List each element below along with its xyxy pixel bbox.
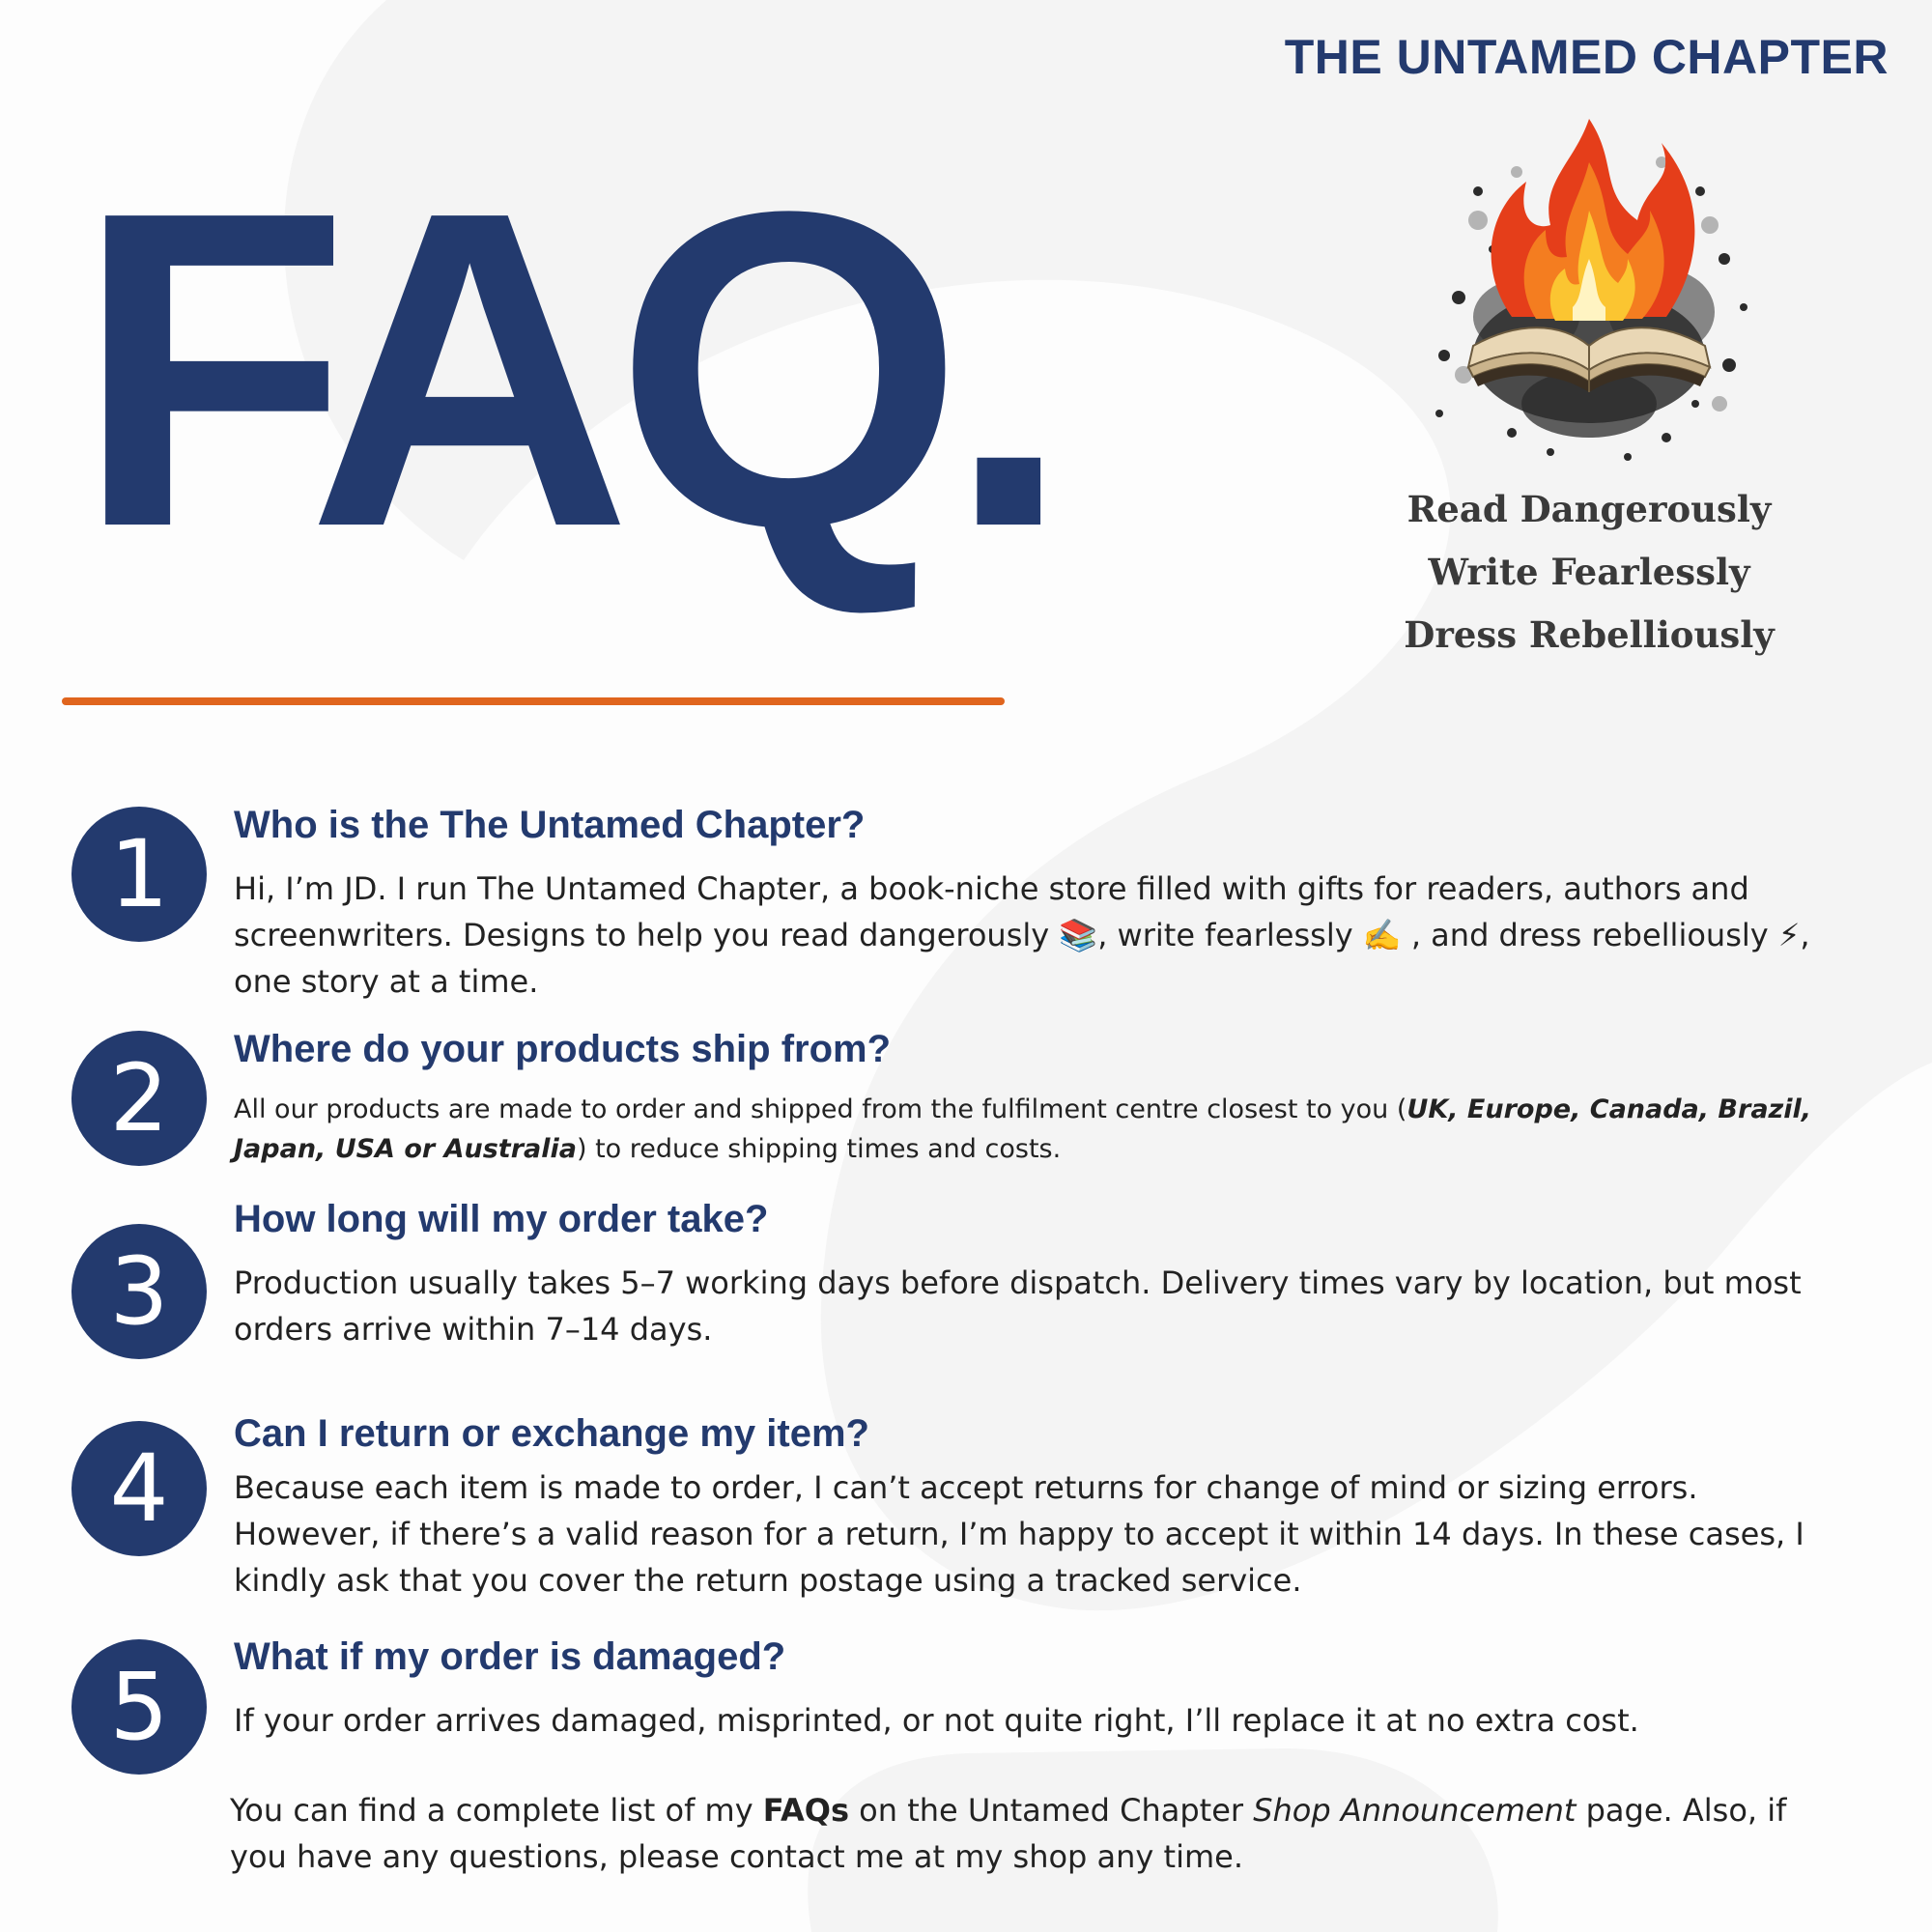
tagline-line-1: Read Dangerously (1406, 488, 1772, 530)
shipping-regions: UK, Europe, Canada, Brazil, Japan, USA or Australia (234, 1094, 1812, 1164)
answer-text: , one story at a time. (234, 917, 1810, 1000)
answer-text: Hi, I’m JD. I run The Untamed Chapter, a book-niche store filled with gifts for readers, authors and screenwriters. Designs to help you read dangerously (234, 870, 1749, 953)
faq-number-badge: 5 (71, 1639, 207, 1775)
footer-text: on the Untamed Chapter (849, 1792, 1254, 1829)
answer-text: , and dress rebelliously (1401, 917, 1778, 953)
faq-number-badge: 3 (71, 1224, 207, 1359)
faq-number-badge: 2 (71, 1031, 207, 1166)
title-divider (62, 697, 1005, 705)
page-title: FAQ. (75, 118, 1055, 620)
faq-number-badge: 4 (71, 1421, 207, 1556)
faq-question: What if my order is damaged? (234, 1635, 786, 1678)
footer-note (230, 1787, 1814, 1880)
faq-question: Where do your products ship from? (234, 1028, 892, 1070)
flaming-book-icon (1420, 114, 1758, 476)
faq-question: Can I return or exchange my item? (234, 1412, 869, 1455)
books-icon: 📚 (1059, 917, 1098, 953)
faqs-emphasis: FAQs (762, 1792, 849, 1829)
tagline-line-3: Dress Rebelliously (1404, 613, 1775, 656)
shop-announcement-emphasis: Shop Announcement (1253, 1792, 1577, 1829)
footer-text: You can find a complete list of my (230, 1792, 763, 1829)
faq-number-badge: 1 (71, 807, 207, 942)
faq-answer: Production usually takes 5–7 working days before dispatch. Delivery times vary by location, but most orders arrive within 7–14 days. (234, 1264, 1802, 1348)
faq-answer: If your order arrives damaged, misprinted, or not quite right, I’ll replace it at no extra cost. (234, 1702, 1639, 1739)
brand-name: THE UNTAMED CHAPTER (1284, 30, 1889, 84)
lightning-icon: ⚡ (1777, 917, 1801, 953)
writing-hand-icon: ✍️ (1362, 917, 1402, 953)
faq-answer: Because each item is made to order, I can’t accept returns for change of mind or sizing errors. However, if there’s a valid reason for a return, I’m happy to accept it within 14 days. In these cases, I kindly ask that you cover the return postage using a tracked service. (234, 1469, 1804, 1599)
answer-text: All our products are made to order and shipped from the fulfilment centre closest to you ( (234, 1094, 1407, 1124)
footer-text: page. Also, if you have any questions, please contact me at my shop any time. (230, 1792, 1787, 1875)
tagline-line-2: Write Fearlessly (1428, 551, 1750, 593)
faq-question: Who is the The Untamed Chapter? (234, 804, 866, 846)
faq-answer (234, 1090, 1818, 1169)
answer-text: ) to reduce shipping times and costs. (576, 1134, 1062, 1164)
faq-answer (234, 866, 1818, 1005)
answer-text: , write fearlessly (1097, 917, 1363, 953)
faq-question: How long will my order take? (234, 1198, 769, 1240)
tagline (1372, 478, 1806, 667)
